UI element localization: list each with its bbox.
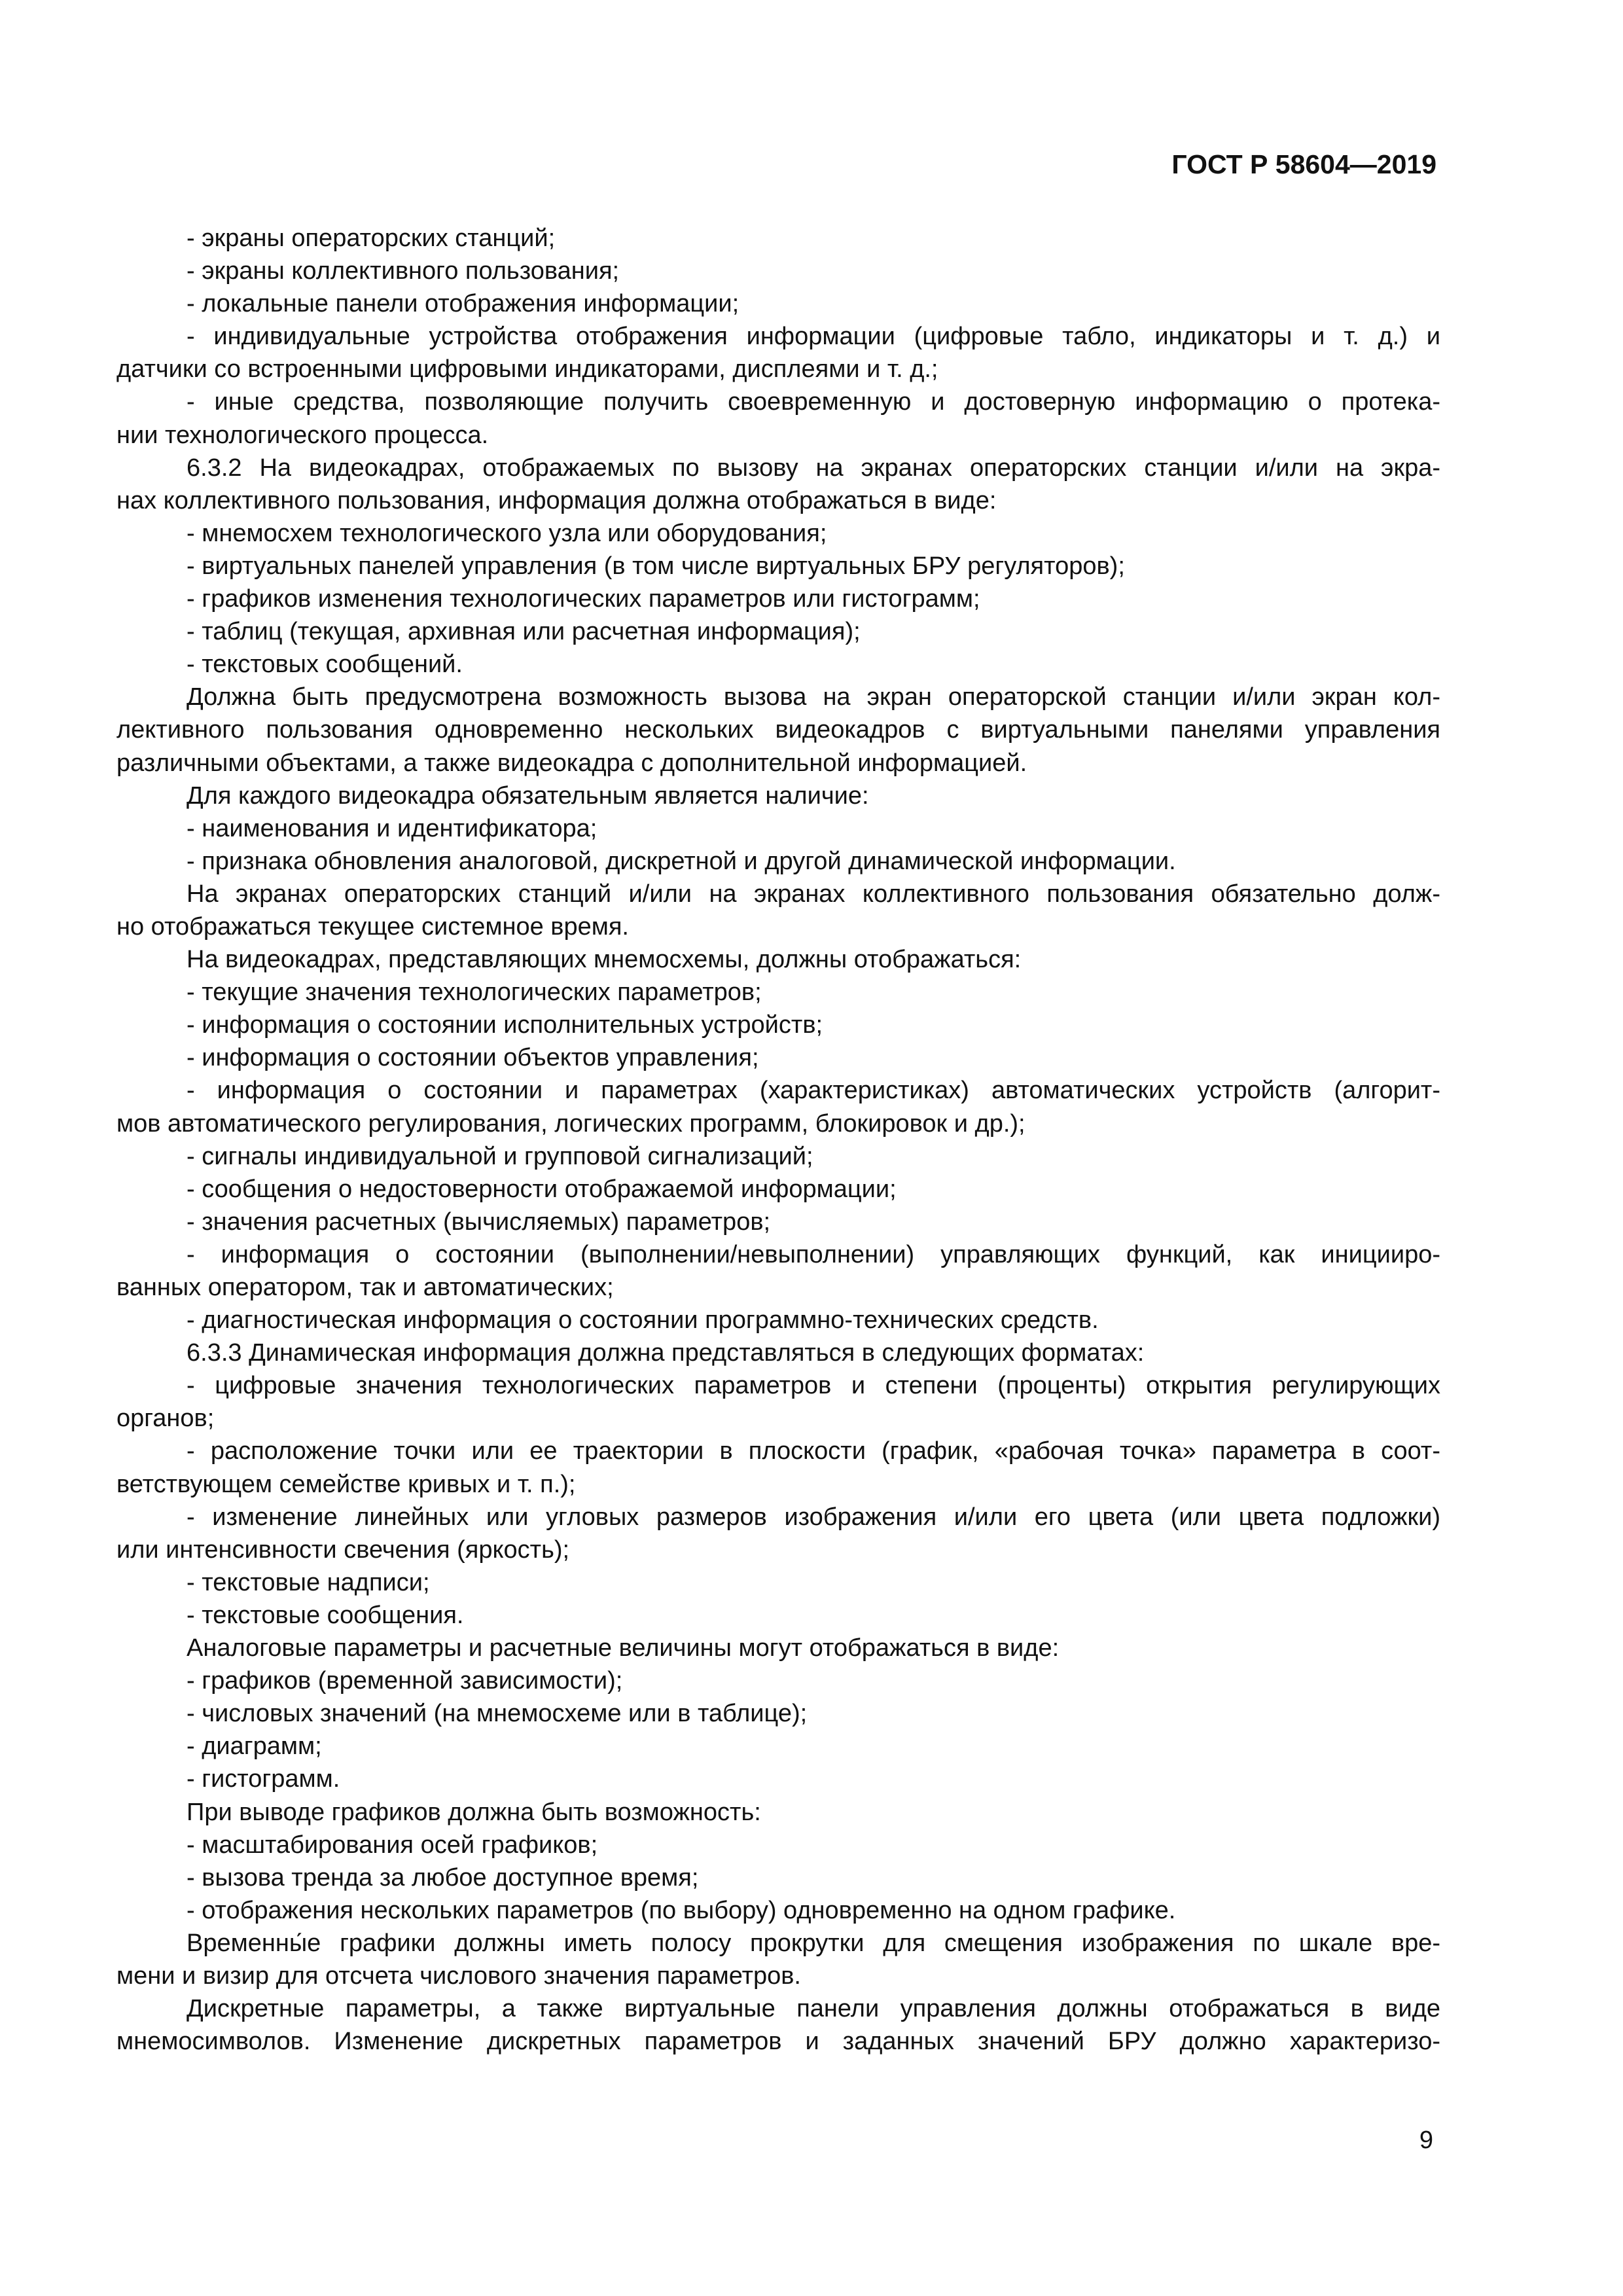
text-line: - отображения нескольких параметров (по выбору) одновременно на одном графике. xyxy=(187,1896,1176,1924)
text-line: ванных оператором, так и автоматических; xyxy=(116,1274,614,1301)
text-line: На экранах операторских станций и/или на экранах коллективного пользования обязательно долж- xyxy=(187,880,1440,908)
text-line: - виртуальных панелей управления (в том числе виртуальных БРУ регуляторов); xyxy=(187,552,1125,580)
text-line: лективного пользования одновременно нескольких видеокадров с виртуальными панелями управления xyxy=(116,716,1440,744)
text-line: - графиков изменения технологических параметров или гистограмм; xyxy=(187,585,980,613)
text-line: нии технологического процесса. xyxy=(116,421,489,449)
document-header-standard-number: ГОСТ Р 58604—2019 xyxy=(1171,149,1436,179)
text-line: При выводе графиков должна быть возможность: xyxy=(187,1798,761,1826)
text-line: - текстовые сообщения. xyxy=(187,1601,464,1629)
text-line: - информация о состоянии (выполнении/невыполнении) управляющих функций, как иницииро- xyxy=(187,1240,1440,1268)
text-line: ветствующем семействе кривых и т. п.); xyxy=(116,1470,576,1498)
page-number: 9 xyxy=(1419,2126,1433,2154)
text-line: - значения расчетных (вычисляемых) параметров; xyxy=(187,1208,771,1236)
text-line: - графиков (временной зависимости); xyxy=(187,1667,623,1695)
text-line: Для каждого видеокадра обязательным является наличие: xyxy=(187,781,869,810)
text-line: Должна быть предусмотрена возможность вызова на экран операторской станции и/или экран кол- xyxy=(187,683,1440,711)
text-line: - цифровые значения технологических параметров и степени (проценты) открытия регулирующих xyxy=(187,1372,1440,1400)
text-line: - сообщения о недостоверности отображаемой информации; xyxy=(187,1175,897,1203)
text-line: Аналоговые параметры и расчетные величины могут отображаться в виде: xyxy=(187,1634,1060,1662)
text-line: - вызова тренда за любое доступное время; xyxy=(187,1863,699,1892)
text-line: 6.3.2 На видеокадрах, отображаемых по вызову на экранах операторских станции и/или на экра- xyxy=(187,454,1440,482)
text-line: - диаграмм; xyxy=(187,1732,322,1761)
text-line: или интенсивности свечения (яркость); xyxy=(116,1535,570,1564)
text-line: - текстовых сообщений. xyxy=(187,651,463,679)
text-line: - гистограмм. xyxy=(187,1765,340,1793)
text-line: нах коллективного пользования, информация должна отображаться в виде: xyxy=(116,486,997,514)
text-line: мени и визир для отсчета числового значения параметров. xyxy=(116,1962,801,1990)
text-line: - таблиц (текущая, архивная или расчетная информация); xyxy=(187,618,861,646)
text-line: мнемосимволов. Изменение дискретных параметров и заданных значений БРУ должно характеризо- xyxy=(116,2028,1440,2056)
text-line: мов автоматического регулирования, логических программ, блокировок и др.); xyxy=(116,1109,1026,1138)
text-line: - информация о состоянии исполнительных устройств; xyxy=(187,1011,823,1039)
text-line: различными объектами, а также видеокадра с дополнительной информацией. xyxy=(116,749,1027,777)
text-line: - признака обновления аналоговой, дискретной и другой динамической информации. xyxy=(187,847,1176,875)
text-line: - локальные панели отображения информации; xyxy=(187,290,740,318)
text-line: - масштабирования осей графиков; xyxy=(187,1831,598,1859)
text-line: - расположение точки или ее траектории в плоскости (график, «рабочая точка» параметра в соот- xyxy=(187,1437,1440,1465)
text-line: - сигналы индивидуальной и групповой сигнализаций; xyxy=(187,1142,813,1170)
text-line: - наименования и идентификатора; xyxy=(187,814,597,842)
text-line: - диагностическая информация о состоянии программно-технических средств. xyxy=(187,1306,1099,1335)
text-line: Дискретные параметры, а также виртуальные панели управления должны отображаться в виде xyxy=(187,1995,1440,2023)
text-line: - числовых значений (на мнемосхеме или в таблице); xyxy=(187,1700,808,1728)
text-line: органов; xyxy=(116,1405,215,1433)
text-line: - информация о состоянии и параметрах (характеристиках) автоматических устройств (алгорит- xyxy=(187,1077,1440,1105)
text-line: Временны́е графики должны иметь полосу прокрутки для смещения изображения по шкале вре- xyxy=(187,1929,1440,1957)
text-line: - мнемосхем технологического узла или оборудования; xyxy=(187,519,827,547)
body-text xyxy=(116,222,1440,2058)
text-line: - изменение линейных или угловых размеров изображения и/или его цвета (или цвета подложки) xyxy=(187,1503,1440,1531)
text-line: На видеокадрах, представляющих мнемосхемы, должны отображаться: xyxy=(187,946,1022,974)
text-line: - экраны операторских станций; xyxy=(187,224,556,252)
text-line: но отображаться текущее системное время. xyxy=(116,912,629,941)
text-line: - экраны коллективного пользования; xyxy=(187,257,620,285)
text-line: - индивидуальные устройства отображения информации (цифровые табло, индикаторы и т. д.) и xyxy=(187,323,1440,351)
text-line: - информация о состоянии объектов управления; xyxy=(187,1044,759,1072)
text-line: - текстовые надписи; xyxy=(187,1568,430,1596)
text-line: 6.3.3 Динамическая информация должна представляться в следующих форматах: xyxy=(187,1339,1145,1367)
text-line: датчики со встроенными цифровыми индикаторами, дисплеями и т. д.; xyxy=(116,355,938,384)
text-line: - иные средства, позволяющие получить своевременную и достоверную информацию о протека- xyxy=(187,388,1440,416)
text-line: - текущие значения технологических параметров; xyxy=(187,978,762,1007)
